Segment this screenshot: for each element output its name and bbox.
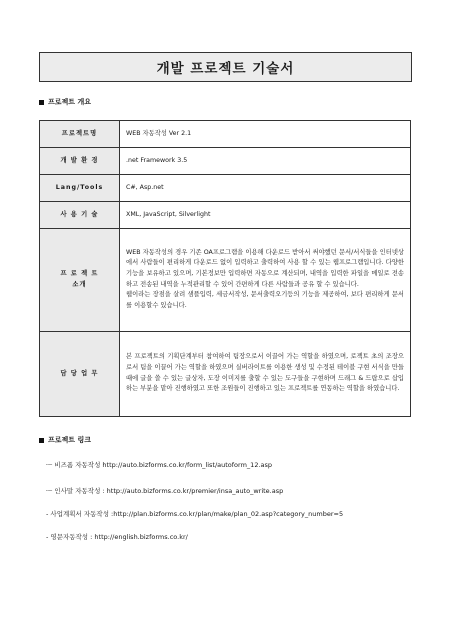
- table-row: [40, 229, 411, 332]
- row-value: WEB 자동작성 Ver 2.1: [120, 121, 411, 148]
- row-value: C#, Asp.net: [120, 175, 411, 202]
- table-row: [40, 148, 411, 175]
- row-value: 본 프로젝트의 기획단계부터 참여하여 팀장으로서 이끌어 가는 역할을 하였으며, 로젝트 초의 조장으로서 팀을 이끌어 가는 역할을 하였으며 실버라이트를 이용한 생성 및 수정된 테이블 구현 서식을 만들때에 글을 쓸 수 있는 글상자, 도장 이미지를 출할 수 있는 도구들을 구현하며 드래그 & 드랍으로 삽입하는 부분을 맡아 진행하였고 또한 조원들이 진행하고 있는 프로젝트를 연동하는 역할을 하였습니다.: [120, 332, 411, 417]
- list-item[interactable]: - 사업계획서 자동작성 :http://plan.bizforms.co.kr/plan/make/plan_02.asp?category_number=5: [46, 510, 344, 518]
- table-row: [40, 202, 411, 229]
- row-label: 개 발 환 경: [40, 148, 120, 175]
- list-item[interactable]: ㅡ 인사말 자동작성 : http://auto.bizforms.co.kr/premier/insa_auto_write.asp: [46, 487, 284, 495]
- table-row: [40, 121, 411, 148]
- row-label: 담 당 업 무: [40, 332, 120, 417]
- row-label: 사 용 기 술: [40, 202, 120, 229]
- square-bullet-icon: [39, 100, 44, 105]
- square-bullet-icon: [39, 438, 44, 443]
- project-info-table: [39, 120, 411, 417]
- links-heading: 프로젝트 링크: [39, 435, 91, 445]
- table-row: [40, 332, 411, 417]
- row-value: WEB 자동작성의 경우 기존 OA프로그램을 이용해 다운로드 받아서 써야했던 문서/서식들을 인터넷상에서 사람들이 편리하게 다운로드 없이 입력하고 출력하여 사용 할 수 있는 웹프로그램입니다. 다양한 기능을 보유하고 있으며, 기본정보만 입력하면 자동으로 계산되며, 내역을 입력한 파일을 메일로 전송하고 전송된 내역을 누적관리할 수 있어 간편하게 다른 사람들과 공유 할 수 있습니다. 웹이라는 장점을 살려 샘플입력, 세금서작성, 문서출력오기등의 기능을 제공하여, 보다 편리하게 문서를 이용할수 있습니다.: [120, 229, 411, 332]
- document-title: 개발 프로젝트 기술서: [39, 52, 412, 82]
- list-item[interactable]: - 영문자동작성 : http://english.bizforms.co.kr/: [46, 533, 188, 541]
- row-label: 프 로 젝 트 소개: [40, 229, 120, 332]
- table-row: [40, 175, 411, 202]
- overview-heading: 프로젝트 개요: [39, 97, 91, 107]
- row-value: XML, JavaScript, Silverlight: [120, 202, 411, 229]
- row-label: 프로젝트명: [40, 121, 120, 148]
- row-label: Lang/Tools: [40, 175, 120, 202]
- row-value: .net Framework 3.5: [120, 148, 411, 175]
- list-item[interactable]: ㅡ 비즈폼 자동작성 http://auto.bizforms.co.kr/form_list/autoform_12.asp: [46, 461, 273, 469]
